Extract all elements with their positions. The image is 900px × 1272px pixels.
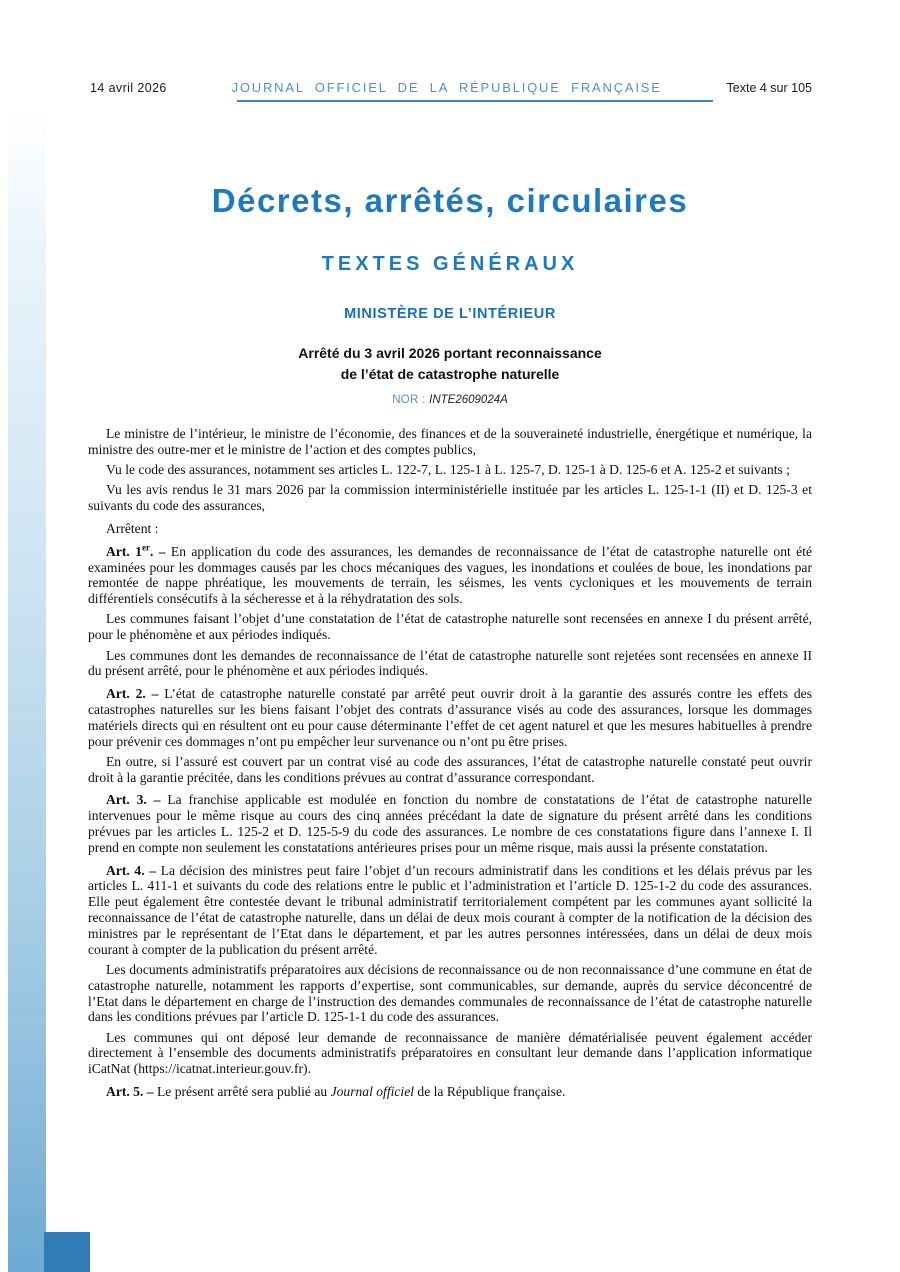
text-segment: La franchise applicable est modulée en fonction du nombre de constatations de l’état de catastrophe naturelle intervenues pour le même risque au cours des cinq années précédant la date de signature du présent arrêté dans les conditions prévues par les articles L. 125-2 et D. 125-5-9 du code des assurances. Le nombre de ces constatations figure dans l’annexe I. Il prend en compte non seulement les constatations antérieures prises pour un même risque, mais aussi la présente constatation. bbox=[88, 792, 812, 855]
text-segment: er bbox=[141, 542, 150, 553]
header-journal-title: JOURNAL OFFICIEL DE LA RÉPUBLIQUE FRANÇAISE bbox=[231, 80, 662, 95]
decree-title-line1: Arrêté du 3 avril 2026 portant reconnaissance bbox=[298, 345, 602, 361]
paragraph bbox=[88, 686, 812, 749]
paragraph bbox=[88, 611, 812, 643]
text-segment: de la République française. bbox=[414, 1083, 566, 1099]
header-rule bbox=[237, 100, 713, 102]
text-segment: Journal officiel bbox=[330, 1083, 415, 1099]
text-segment: Les communes qui ont déposé leur demande de reconnaissance de manière dématérialisée peuvent également accéder directement à l’ensemble des documents administratifs préparatoires en consultant leur demande dans l’application informatique iCatNat (https://icatnat.interieur.gouv.fr). bbox=[88, 1029, 812, 1077]
text-segment: . – bbox=[149, 543, 171, 559]
text-segment: Le présent arrêté sera publié au bbox=[156, 1083, 331, 1099]
paragraph bbox=[88, 754, 812, 786]
text-segment: Les documents administratifs préparatoires aux décisions de reconnaissance ou de non reconnaissance d’une commune en état de catastrophe naturelle, notamment les rapports d’expertise, sont communicables, sur demande, auprès du service déconcentré de l’Etat dans le département en charge de l’instruction des demandes communales de reconnaissance de l’état de catastrophe naturelle dans les conditions prévues par l’article D. 125-1-1 du code des assurances. bbox=[88, 961, 812, 1025]
paragraph bbox=[88, 648, 812, 680]
text-segment: Les communes faisant l’objet d’une constatation de l’état de catastrophe naturelle sont recensées en annexe I du présent arrêté, pour le phénomène et aux périodes indiqués. bbox=[88, 611, 812, 643]
text-segment: Vu le code des assurances, notamment ses articles L. 122-7, L. 125-1 à L. 125-7, D. 125-1 à D. 125-6 et A. 125-2 et suivants ; bbox=[106, 462, 791, 478]
paragraph bbox=[88, 426, 812, 458]
paragraph bbox=[88, 521, 812, 537]
left-edge-footer-block bbox=[44, 1232, 90, 1272]
paragraph bbox=[88, 1030, 812, 1077]
paragraph bbox=[88, 462, 812, 478]
nor-value: INTE2609024A bbox=[429, 394, 508, 406]
header-date: 14 avril 2026 bbox=[90, 81, 167, 95]
ministry-title: MINISTÈRE DE L’INTÉRIEUR bbox=[344, 306, 556, 322]
paragraph bbox=[88, 544, 812, 607]
header-text-reference: Texte 4 sur 105 bbox=[726, 81, 812, 95]
text-segment: Vu les avis rendus le 31 mars 2026 par la commission interministérielle instituée par les articles L. 125-1-1 (II) et D. 125-3 et suivants du code des assurances, bbox=[88, 482, 812, 514]
nor-label: NOR : bbox=[392, 394, 430, 406]
paragraph bbox=[88, 1084, 812, 1100]
text-segment: La décision des ministres peut faire l’objet d’un recours administratif dans les conditions et les délais prévus par les articles L. 411-1 et suivants du code des relations entre le public et l’administration et l’article D. 125-1-2 du code des assurances. Elle peut également être contestée devant le tribunal administratif territorialement compétent par les communes ayant sollicité la reconnaissance de l’état de catastrophe naturelle, dans un délai de deux mois courant à compter de la notification de la décision des ministres par le représentant de l’Etat dans le département, et par les autres personnes intéressées, dans un délai de deux mois courant à compter de la publication du présent arrêté. bbox=[88, 862, 812, 957]
text-segment: Arrêtent : bbox=[106, 520, 159, 536]
paragraph bbox=[88, 792, 812, 855]
document-content bbox=[88, 170, 812, 1104]
text-segment: Le ministre de l’intérieur, le ministre de l’économie, des finances et de la souveraineté industrielle, énergétique et numérique, la ministre des outre-mer et le ministre de l’action et des comptes publics, bbox=[88, 426, 812, 457]
page-header bbox=[90, 80, 812, 95]
paragraph bbox=[88, 863, 812, 958]
text-segment: Les communes dont les demandes de reconnaissance de l’état de catastrophe naturelle sont rejetées sont recensées en annexe II du présent arrêté, pour le phénomène et aux périodes indiqués. bbox=[88, 647, 812, 679]
decree-title bbox=[88, 343, 812, 385]
text-segment: Art. 5. – bbox=[106, 1083, 157, 1099]
text-segment: En application du code des assurances, les demandes de reconnaissance de l’état de catastrophe naturelle ont été examinées pour les dommages causés par les chocs mécaniques des vagues, les inondations et coulées de boue, les inondations par remontée de nappe phréatique, les mouvements de terrain, les séismes, les vents cycloniques et les mouvements de terrain différentiels consécutifs à la sécheresse et à la réhydratation des sols. bbox=[88, 543, 812, 607]
left-edge-gradient bbox=[8, 112, 46, 1272]
text-segment: Art. 4. – bbox=[106, 862, 161, 878]
main-title: Décrets, arrêtés, circulaires bbox=[211, 182, 689, 219]
text-segment: L’état de catastrophe naturelle constaté par arrêté peut ouvrir droit à la garantie des assurés contre les effets des catastrophes naturelles sur les biens faisant l’objet des contrats d’assurance visés au code des assurances, lorsque les dommages matériels directs qui en résultent ont eu pour cause déterminante l’effet de cet agent naturel et que les mesures habituelles à prendre pour prévenir ces dommages n’ont pu empêcher leur survenance ou n’ont pu être prises. bbox=[88, 686, 813, 749]
text-segment: Art. 1 bbox=[106, 543, 142, 559]
decree-title-line2: de l’état de catastrophe naturelle bbox=[340, 366, 560, 382]
paragraph bbox=[88, 962, 812, 1025]
text-segment: Art. 3. – bbox=[106, 792, 168, 808]
text-segment: Art. 2. – bbox=[106, 686, 165, 702]
paragraph bbox=[88, 482, 812, 514]
document-body bbox=[88, 426, 812, 1100]
nor-line bbox=[88, 394, 812, 406]
text-segment: En outre, si l’assuré est couvert par un contrat visé au code des assurances, l’état de catastrophe naturelle constaté peut ouvrir droit à la garantie précitée, dans les conditions prévues au contrat d’assurance correspondant. bbox=[88, 753, 812, 785]
section-title: TEXTES GÉNÉRAUX bbox=[321, 253, 579, 275]
